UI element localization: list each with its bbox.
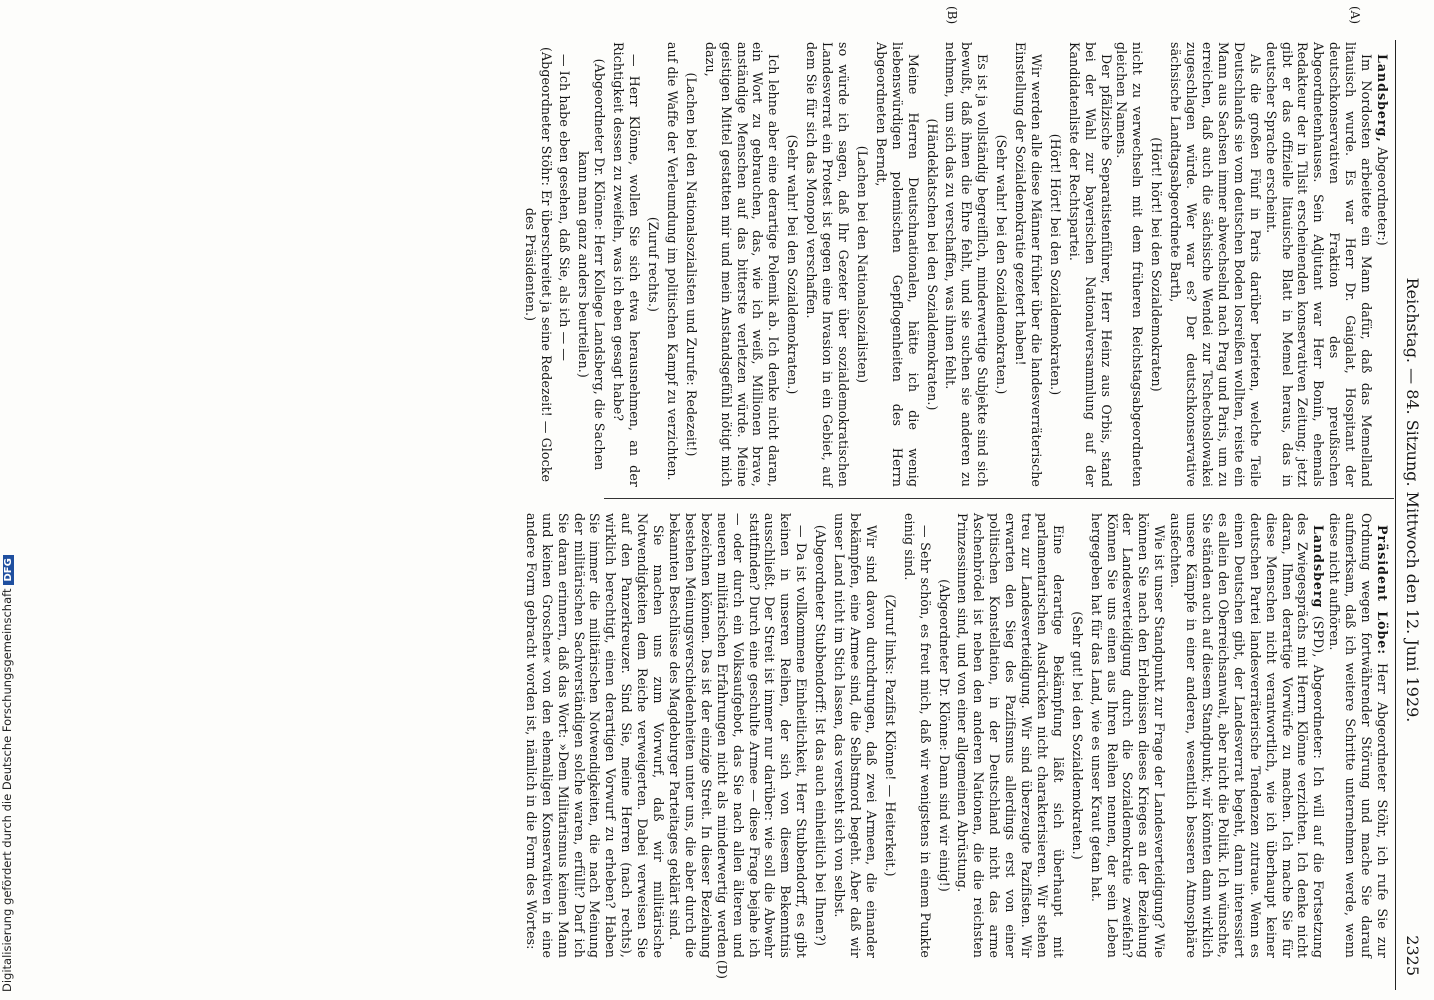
header-rule (1395, 40, 1396, 990)
header-title: Reichstag. — 84. Sitzung. Mittwoch den 12. Juni 1929. (1403, 277, 1422, 723)
margin-marker-b: (B) (945, 6, 959, 25)
paragraph: — Ich habe eben gesehen, daß Sie, als ich — — (557, 54, 573, 362)
paragraph: Als die großen Fünf in Paris darüber berieten, welche Teile Deutschlands sie vom deutschen Boden losreißen wollten, reiste ein Mann aus Sachsen immer abwechselnd nach Prag und Paris, um zu erreichen, daß auch die sächsische Wendei zur Tschechoslowakei zugeschlagen würde. Wer war es? Der deutschkonservative sächsische Landtagsabgeordnete Barth, (1168, 42, 1263, 487)
paragraph: Im Nordosten arbeitete ein Mann dafür, daß das Memelland litauisch wurde. Es war Herr Dr. Gaigalat, Hospitant der deutschkonservativen Fraktion des preußischen Abgeordnetenhauses. Sein Adjutant war Herr Bonin, ehemals Redakteur der in Tilsit erscheinenden konservativen Zeitung; jetzt gibt er das offizielle litauische Blatt in Memel heraus, das in deutscher Sprache erscheint. (1263, 42, 1375, 487)
interjection: (Abgeordneter Dr. Klönne: Herr Kollege Landsberg, die Sachen kann man ganz anders beurteilen.) (576, 58, 608, 471)
interjection: (Lachen bei den Nationalsozialisten und Zurufe: Redezeit!) (683, 72, 699, 457)
paragraph: Wie ist unser Standpunkt zur Frage der Landesverteidigung? Wie können Sie nach den Erlebnissen dieses Krieges an der Beziehung der Landesverteidigung durch die Sozialdemokratie zweifeln? Können Sie uns einen aus Ihren Reihen nennen, der sein Leben hergegeben hat für das Land, wie es unser Kraut getan hat. (1088, 513, 1168, 958)
speaker-name: Präsident Löbe: (1375, 525, 1390, 655)
digitization-note (0, 555, 14, 992)
margin-marker-d: (D) (715, 960, 729, 979)
speaker-name: Landsberg (1311, 525, 1327, 609)
left-column (519, 42, 1390, 487)
interjection: (Sehr gut! bei den Sozialdemokraten.) (1069, 611, 1085, 860)
interjection: (Abgeordneter Dr. Klönne: Dann sind wir einig!) (936, 579, 952, 892)
paragraph: nicht zu verwechseln mit dem früheren Reichstagsabgeordneten gleichen Namens. (1114, 42, 1146, 487)
paragraph: so würde ich sagen, daß Ihr Gezeter über sozialdemokratischen Landesverrat ein Protest ist gegen eine Invasion in ein Gebiet, auf dem Sie für sich das Monopol verschaffen. (804, 42, 851, 487)
interjection: (Sehr wahr! bei den Sozialdemokraten.) (994, 134, 1010, 395)
margin-marker-a: (A) (1348, 6, 1362, 25)
paragraph (1326, 513, 1390, 958)
column-divider (604, 498, 1394, 499)
paragraph: Wir werden alle diese Männer früher über die landesverräterische Einstellung der Sozialdemokratie gezetert haben! (1013, 42, 1044, 487)
dfg-logo: DFG (3, 555, 14, 584)
speech-text: (SPD), Abgeordneter: Ich will auf die Fortsetzung des Zwiegesprächs mit Herrn Klönne verzichten. Ich denke nicht daran, Ihnen derartige Vorwürfe zu machen. Ich mache Sie für diese Menschen nicht verantwortlich, wie ich überhaupt keiner deutschen Partei landesverräterische Tendenzen zutraue. Wenn es einen Deutschen gibt, der Landesverrat begeht, dann interessiert es allein den Oberreichsanwalt, aber nicht die Politik. Ich wünschte, Sie ständen auch auf diesem Standpunkt; wir könnten dann wirklich unsere Kämpfe in einer anderen, wesentlich besseren Atmosphäre ausfechten. (1168, 513, 1327, 958)
interjection: (Zuruf rechts.) (646, 216, 662, 313)
speech-text: Herr Abgeordneter Stöhr, ich rufe Sie zur Ordnung wegen fortwährender Störung und mache Sie darauf aufmerksam, daß ich weitere Schritte unternehmen werde, wenn diese nicht aufhören. (1327, 513, 1390, 958)
interjection: (Hört! hört! bei den Sozialdemokraten) (1149, 137, 1165, 392)
page-number: 2325 (1403, 935, 1422, 976)
speaker-name: Landsberg, (1375, 54, 1390, 143)
interjection: (Händeklatschen bei den Sozialdemokraten.) (924, 118, 940, 411)
interjection: (Lachen bei den Nationalsozialisten) (854, 145, 870, 384)
paragraph: Wir sind davon durchdrungen, daß zwei Armeen, die einander bekämpfen, eine Armee sind, die Selbstmord begeht. Aber daß wir unser Land nicht im Stich lassen, das versteht sich von selbst. (832, 513, 879, 958)
paragraph: — Herr Klönne, wollen Sie sich etwa herausnehmen, an der Richtigkeit dessen zu zweifeln, was ich eben gesagt habe? (611, 42, 643, 487)
paragraph (1374, 42, 1390, 487)
paragraph: — Sehr schön, es freut mich, daß wir wenigstens in einem Punkte einig sind. (901, 513, 933, 958)
paragraph: — Da ist vollkommene Einheitlichkeit, Herr Stubbendorff, es gibt keinen in unseren Reihen, der sich von diesem Bekenntnis ausschließt. Der Streit ist immer nur darüber: wie soll die Abwehr stattfinden? Durch eine geschulte Armee — diese Frage bejahe ich — oder durch ein Volksaufgebot, das Sie nach allen älteren und neueren militärischen Erfahrungen nicht als minderwertig werden bezeichnen können. Das ist der einzige Streit. In dieser Beziehung bestehen Meinungsverschiedenheiten unter uns, die aber durch die bekannten Beschlüsse des Magdeburger Parteitages geklärt sind. (667, 513, 810, 958)
speech-text: Abgeordneter:) (1375, 142, 1390, 246)
digitization-text: Digitalisierung gefördert durch die Deutsche Forschungsgemeinschaft (0, 588, 14, 992)
paragraph: Eine derartige Bekämpfung läßt sich überhaupt mit parlamentarischen Ausdrücken nicht charakterisieren. Wir stehen treu zur Landesverteidigung. Wir sind überzeugte Pazifisten. Wir erwarten den Sieg des Pazifismus allerdings erst von einer politischen Konstellation, in der Deutschland nicht das arme Aschenbrödel ist neben den anderen Nationen, die die reichsten Prinzessinnen sind, und von einer allgemeinen Abrüstung. (955, 513, 1066, 958)
interjection: (Abgeordneter Stubbendorff: Ist das auch einheitlich bei Ihnen?) (813, 524, 829, 947)
paragraph: Sie machen uns zum Vorwurf, daß wir militärische Notwendigkeiten dem Reiche verweigerten. Dabei verweisen Sie auf den Panzerkreuzer. Sind Sie, meine Herren (nach rechts), wirklich berechtigt, einen derartigen Vorwurf zu erheben? Haben Sie immer die militärischen Notwendigkeiten, die nach Meinung der militärischen Sachverständigen solche waren, erfüllt? Darf ich Sie daran erinnern, daß das Wort: »Dem Militarismus keinen Mann und keinen Groschen« von den ehemaligen Konservativen in eine andere Form gebracht worden ist, nämlich in die Form des Wortes: (523, 513, 667, 958)
paragraph: Meine Herren Deutschnationalen, hätte ich die wenig liebenswürdigen polemischen Gepflogenheiten des Herrn Abgeordneten Berndt, (873, 42, 921, 487)
paragraph: Es ist ja vollständig begreiflich, minderwertige Subjekte sind sich bewußt, daß ihnen die Ehre fehlt, und sie suchen sie anderen zu nehmen, um sich das zu verschaffen, was ihnen fehlt. (943, 42, 991, 487)
paragraph: Der pfälzische Separatistenführer, Herr Heinz aus Orbis, stand bei der Wahl zur bayerischen Nationalversammlung auf der Kandidatenliste der Rechtspartei. (1066, 42, 1114, 487)
paragraph (1167, 513, 1326, 958)
digitization-sidebar (0, 0, 18, 1000)
paragraph: auf die Waffe der Verleumdung im politischen Kampf zu verzichten. (664, 42, 680, 481)
interjection: (Hört! Hört! bei den Sozialdemokraten.) (1047, 133, 1063, 396)
paragraph: Ich lehne aber eine derartige Polemik ab. Ich denke nicht daran, ein Wort zu gebrauchen, das, wie ich weiß, Millionen brave, anständige Menschen auf das bitterste verletzen würde. Meine geistigen Mittel gestatten mir und mein Anstandsgefühl nötigt mich dazu, (702, 42, 782, 487)
page-header (1398, 18, 1424, 982)
interjection: (Sehr wahr! bei den Sozialdemokraten.) (785, 134, 801, 395)
interjection: (Zuruf links: Pazifist Klönne! — Heiterkeit.) (882, 594, 898, 877)
right-column (523, 513, 1390, 958)
interjection: (Abgeordneter Stöhr: Er überschreitet ja seine Redezeit! — Glocke des Präsidenten.) (522, 46, 554, 483)
